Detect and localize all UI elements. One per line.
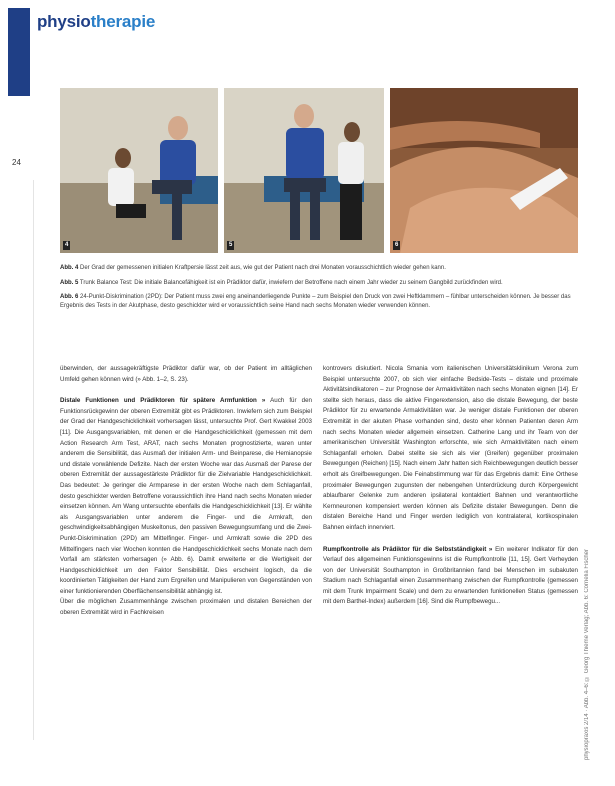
left-paragraph-3-text: Über die möglichen Zusammenhänge zwischen proximalen und distalen Bereichen der oberen Extremität wird in Fachkreisen [60, 598, 312, 617]
right-text-column [323, 364, 578, 608]
caption-5 [60, 279, 576, 288]
right-paragraph-1-text: kontrovers diskutiert. Nicola Smania vom italienischen Universitätsklinikum Verona zum Beispiel untersuchte 2007, ob sich vier einfache Bedside-Tests – distale und proximale Aktivitätsindikatoren – zur Prognose der Armaktivitäten nach sechs Monaten eignen [14]. Er stellte sich heraus, dass die aktive Fingerextension, also die distale Bewegung, der beste Prädiktor für zu erwartende Armaktivitäten war. Je weniger distale Funktionen der oberen Extremität in der akuten Phase vorhanden sind, desto eher können Patienten deren Arm nach sechs Monaten wieder allgemein einsetzen. Catherine Lang und ihr Team von der amerikanischen Universität Washington erforschte, wie sich Armaktivitäten nach einem Schlaganfall erholen. Dabei stellte sie sich als vier (Greifen) gegenüber proximalen Bewegungen (Reichen) [15]. Nach einem Jahr hatten sich Reichbewegungen deutlich besser erholt als Greifbewegungen. Die Feinabstimmung war für das Ergebnis damit: Eine Orthese proximaler Bewegungen zugunsten der nebengehen Unterdrückung durch Körpergewicht ablaufbarer Gelenke zum anderen ipsilateral kontaktiert Bahnen und verantwortliche Kernneuronen kompensiert werden können als Defizite distaler Bewegungen. Denn die distalen Bereiche Hand und Finger werden lediglich von kontralateral, kortikospinalen Bahnen einfach innerviert. [323, 365, 578, 531]
caption-6 [60, 293, 576, 310]
caption-5-text: Trunk Balance Test: Die initiale Balancefähigkeit ist ein Prädiktor dafür, inwiefern der Betroffene nach einem Jahr wieder zu seinem Gangbild zurückfinden wird. [79, 279, 503, 286]
left-paragraph-2-text: Auch für den Funktionsrückgewinn der oberen Extremität gibt es Prädiktoren. Inwiefern sich zum Beispiel der Grad der Handgeschicklichkeit vorhersagen lässt, untersuchte Prof. Gert Kwakkel 2003 [11]. Die Ausgangsvariablen, mit denen er die Handgeschicklichkeit (gemessen mit dem Action Research Arm Test, ARAT, nach sechs Monaten prognostizierte, waren unter anderem die Sensibilität, das Ausmaß der initialen Arm- und Beinparese, die Hemianopsie und distale vorwählende Defizite. Nach der ersten Woche war das Ausmaß der Parese der oberen Extremität der aussagestärkste Prädiktor für die Zielvariable Handgeschicklichkeit. Das bedeutet: Je geringer die Armparese in der ersten Woche nach dem Schlaganfall, desto geschickter werden Betroffene voraussichtlich ihre Hand nach sechs Monaten wieder einsetzen können. Am Wang untersuchte ebenfalls die Handgeschicklichkeit [13]. Er wählte als Ausgangsvariablen unter anderem die Finger- und die Armkraft, den geschwindigkeitsabhängigen Muskeltonus, den passiven Bewegungsumfang und die Zwei-Punkt-Diskrimination (2PD) am Mittelfinger. Finger- und Armkraft sowie die 2PD des Mittelfingers nach vier Wochen konnten die Handgeschicklichkeit sechs Monate nach dem Vorfall am stärksten vorhersagen (» Abb. 6). Damit erweiterte er die Wertigkeit der Handgeschicklichkeit um den Faktor Sensibilität. Dies erscheint logisch, da die koordinierten Tätigkeiten der Hand zum Ergreifen und Manipulieren von Gegenständen von einer funktionierenden Oberflächensensibilität abhängig ist. [60, 397, 312, 595]
figure-captions [60, 264, 576, 316]
figure-4-number: 4 [65, 242, 69, 248]
margin-rule [33, 180, 34, 740]
left-paragraph-3 [60, 597, 312, 618]
caption-4 [60, 264, 576, 273]
left-paragraph-2 [60, 396, 312, 597]
right-paragraph-2-text: Ein weiterer Indikator für den Verlauf des allgemeinen Funktionsgewinns ist die Rumpfkontrolle [11, 15]. Gert Verheyden von der Universität Southampton in Großbritannien fand bei Menschen im subakuten Stadium nach Schlaganfall einen Zusammenhang zwischen der Rumpfkontrolle (gemessen mit dem Trunk Impairment Scale) und dem zu erwartenden funktionellen Status (gemessen mit dem Barthel-Index) außerdem [16]. Sind die Rumpfbewegu... [323, 545, 578, 606]
caption-6-text: 24-Punkt-Diskrimination (2PD): Der Patient muss zwei eng aneinanderliegende Punkte – zum Beispiel den Druck von zwei Heftklammern – fühlbar unterscheiden können. Je besser das Ergebnis des Tests in der Akutphase, desto geschickter wird er voraussichtlich seine Hand nach sechs Monaten wieder verwenden können. [60, 294, 571, 309]
caption-5-label: Abb. 5 [60, 279, 79, 286]
figure-6-number: 6 [395, 242, 399, 248]
right-paragraph-2-heading: Rumpfkontrolle als Prädiktor für die Selbstständigkeit » [323, 545, 493, 553]
figure-5-number: 5 [229, 242, 233, 248]
left-paragraph-1-text: überwinden, der aussagekräftigste Prädiktor dafür war, ob der Patient im alltäglichen Umfeld gehen können wird (» Abb. 1–2, S. 23). [60, 365, 312, 383]
header-color-block [8, 8, 30, 96]
caption-4-text: Der Grad der gemessenen initialen Kraftpersie lässt zeit aus, wie gut der Patient nach drei Monaten vorausschichtlich wieder gehen kann. [80, 265, 446, 271]
page-number: 24 [12, 158, 21, 167]
vertical-credit-line: physiopraxis 2/14 · Abb. 4–6: © Georg Thieme Verlag; Abb. 6: Cornelia Fischer [584, 548, 590, 760]
figure-6-photo [390, 88, 578, 253]
right-paragraph-1 [323, 364, 578, 534]
section-title-part2: therapie [90, 12, 156, 31]
right-paragraph-2 [323, 545, 578, 609]
left-text-column [60, 364, 312, 619]
section-title [37, 12, 155, 32]
figure-4-photo [60, 88, 218, 253]
caption-6-label: Abb. 6 [60, 294, 79, 301]
left-paragraph-2-heading: Distale Funktionen und Prädiktoren für spätere Armfunktion » [60, 397, 266, 405]
figure-5-photo [224, 88, 384, 253]
left-paragraph-1 [60, 364, 312, 385]
caption-4-label: Abb. 4 [60, 265, 79, 271]
section-title-part1: physio [37, 12, 91, 31]
